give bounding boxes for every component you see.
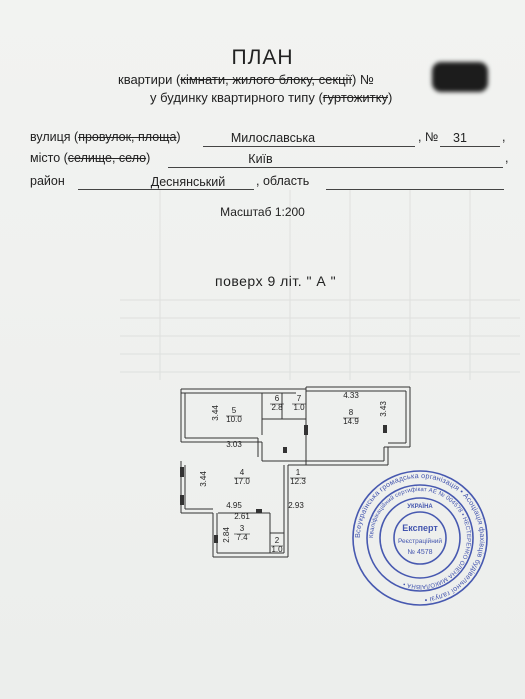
street-underline	[203, 146, 415, 147]
room-1-number: 1	[295, 468, 301, 477]
room-6-number: 6	[274, 394, 280, 403]
comma: ,	[502, 130, 506, 144]
stamp-center-reg: Реєстраційний	[397, 538, 443, 545]
number-underline	[440, 146, 500, 147]
dimension-label: 3.44	[211, 405, 220, 421]
room-2-area: 1.0	[271, 545, 283, 554]
title-line-2: у будинку квартирного типу (гуртожитку)	[150, 90, 393, 105]
floor-label: поверх 9 літ. " А "	[215, 273, 337, 289]
room-4-number: 4	[239, 468, 245, 477]
street-value: Милославська	[230, 131, 316, 145]
scale-label: Масштаб 1:200	[220, 205, 305, 219]
number-label: , №	[418, 130, 439, 144]
room-1-area: 12.3	[290, 477, 306, 486]
region-label: , область	[256, 174, 310, 188]
room-5-number: 5	[231, 406, 237, 415]
dimension-label: 2.84	[222, 527, 231, 543]
dimension-label: 4.95	[226, 501, 242, 510]
official-stamp	[350, 468, 490, 608]
district-underline	[78, 189, 254, 190]
room-6-area: 2.8	[271, 403, 283, 412]
house-number: 31	[453, 131, 467, 145]
district-value: Деснянський	[150, 175, 226, 189]
stamp-top: УКРАЇНА	[407, 504, 433, 510]
room-5-area: 10.0	[226, 415, 242, 424]
street-label: вулиця (провулок, площа)	[30, 130, 181, 144]
city-label: місто (селище, село)	[30, 151, 151, 165]
room-2-number: 2	[274, 536, 280, 545]
room-7-area: 1.0	[293, 403, 305, 412]
room-7-number: 7	[296, 394, 302, 403]
room-4-area: 17.0	[234, 477, 250, 486]
svg-text:Всеукраїнська громадська орган: Всеукраїнська громадська організація • Асоціація фахівців будівельної галузі •	[352, 470, 488, 605]
dimension-label: 4.33	[343, 391, 359, 400]
district-label: район	[30, 174, 65, 188]
room-8-number: 8	[348, 408, 354, 417]
title-line-1: квартири (кімнати, жилого блоку, секції) №	[118, 72, 374, 87]
dimension-label: 3.03	[226, 440, 242, 449]
dimension-label: 3.43	[379, 401, 388, 417]
comma: ,	[505, 151, 509, 165]
stamp-center-number: № 4578	[407, 549, 433, 556]
room-8-area: 14.9	[343, 417, 359, 426]
room-3-number: 3	[239, 524, 245, 533]
dimension-label: 2.61	[234, 512, 250, 521]
city-underline	[168, 167, 503, 168]
region-underline	[326, 189, 504, 190]
redacted-apartment-number	[432, 62, 488, 92]
dimension-label: 2.93	[288, 501, 304, 510]
dimension-label: 3.44	[199, 471, 208, 487]
svg-text:Кваліфікаційний сертифікат АЕ: Кваліфікаційний сертифікат АЕ № 004578 • НЕСТЕРЕНКО ОЛЕНА МИКОЛАЇВНА •	[368, 486, 472, 590]
stamp-center-title: Експерт	[402, 523, 438, 533]
city-value: Київ	[248, 152, 273, 166]
document-title: ПЛАН	[231, 46, 294, 69]
room-3-area: 7.4	[236, 533, 248, 542]
